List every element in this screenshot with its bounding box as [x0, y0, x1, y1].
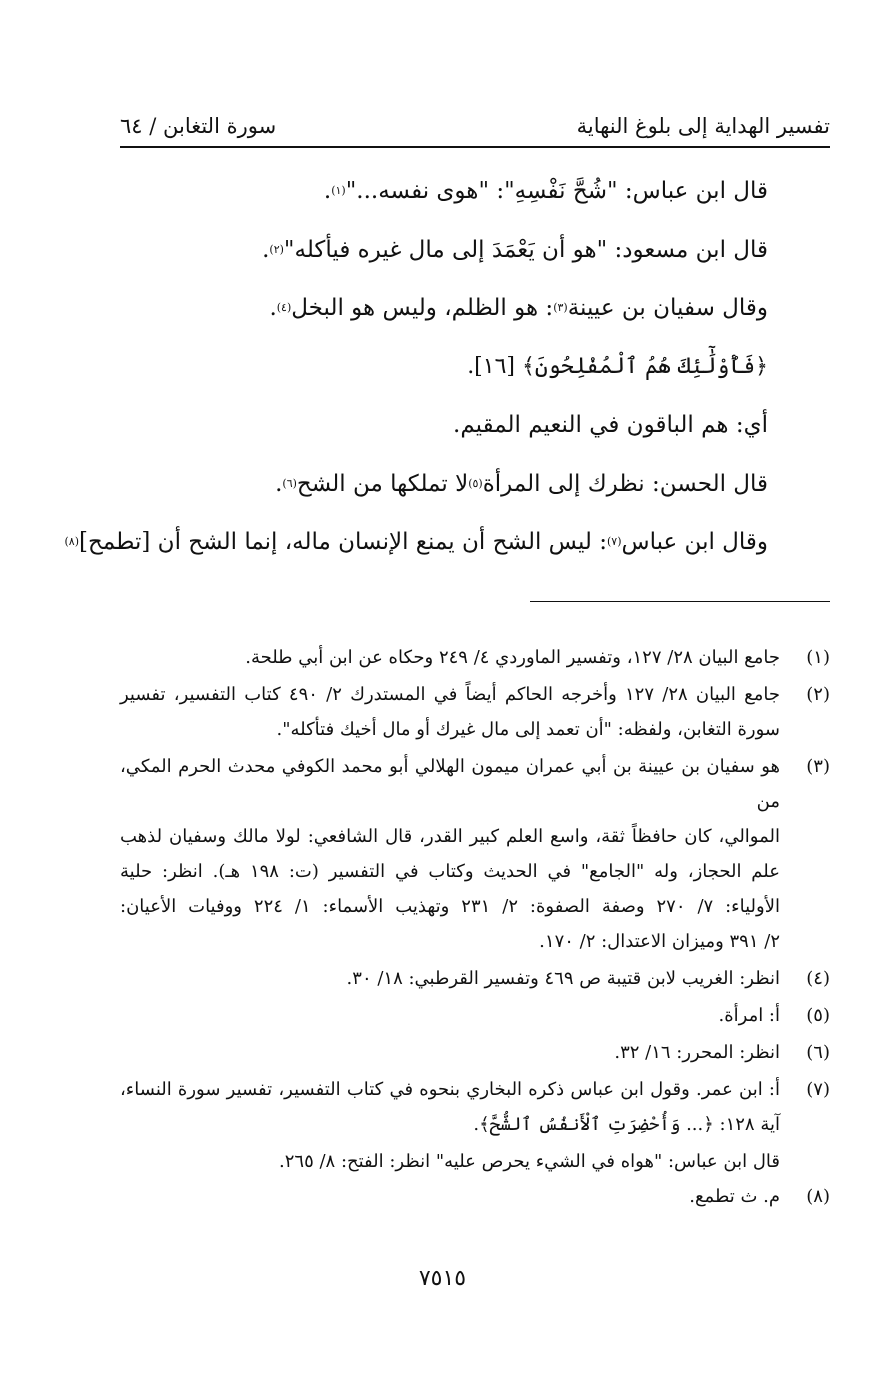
- text-line: أي: هم الباقون في النعيم المقيم.: [453, 412, 768, 439]
- footnote-text: أ: امرأة.: [718, 1005, 780, 1026]
- footnote: [120, 1179, 830, 1214]
- header-rule: [120, 146, 830, 148]
- footnote-text: م. ث تطمع.: [689, 1186, 780, 1207]
- footnote: [120, 961, 830, 996]
- text-line: قال ابن مسعود: "هو أن يَعْمَدَ إلى مال غيره فيأكله" (٢) .: [262, 236, 768, 263]
- footnote-separator: [530, 601, 830, 602]
- book-title: تفسير الهداية إلى بلوغ النهاية: [576, 114, 830, 138]
- text-line: قال ابن عباس: "شُحَّ نَفْسِهِ": "هوى نفسه..." (١) .: [323, 178, 768, 205]
- main-text: [64, 162, 830, 572]
- text-line: وقال سفيان بن عيينة (٣) : هو الظلم، وليس هو البخل (٤) .: [269, 295, 768, 322]
- footnote-number: (١): [806, 647, 830, 668]
- footnote-continuation: قال ابن عباس: "هواه في الشيء يحرص عليه" انظر: الفتح: ٨/ ٢٦٥.: [279, 1151, 780, 1172]
- footnote: [120, 998, 830, 1033]
- footnote-number: (٢): [806, 684, 830, 705]
- footnote-text: انظر: الغريب لابن قتيبة ص ٤٦٩ وتفسير القرطبي: ١٨/ ٣٠.: [346, 968, 780, 989]
- footnotes: [120, 640, 830, 1216]
- footnote-number: (٥): [806, 1005, 830, 1026]
- footnote-number: (٤): [806, 968, 830, 989]
- footnote: [120, 640, 830, 675]
- footnote-text: انظر: المحرر: ١٦/ ٣٢.: [614, 1042, 780, 1063]
- footnote-text: هو سفيان بن عيينة بن أبي عمران ميمون الهلالي أبو محمد الكوفي محدث الحرم المكي، من الموالي، كان حافظاً ثقة، واسع العلم كبير القدر، قال الشافعي: لولا مالك وسفيان لذهب علم الحجاز، وله "الجامع" في الحديث وكتاب في التفسير (ت: ١٩٨ هـ). انظر: حلية الأولياء: ٧/ ٢٧٠ وصفة الصفوة: ٢/ ٢٣١ وتهذيب الأسماء: ١/ ٢٢٤ ووفيات الأعيان: ٢/ ٣٩١ وميزان الاعتدال: ٢/ ١٧٠.: [120, 756, 781, 952]
- footnote: [120, 677, 830, 747]
- text-line: وقال ابن عباس (٧) : ليس الشح أن يمنع الإنسان ماله، إنما الشح أن [تطمح] (٨): [64, 529, 768, 556]
- quran-verse: ﴿فَأُوْلَٰٓئِكَ هُمُ ٱلْمُفْلِحُونَ﴾ [١٦].: [467, 353, 768, 379]
- footnote-number: (٣): [806, 756, 830, 777]
- footnote-number: (٧): [806, 1079, 830, 1100]
- footnote: [120, 1035, 830, 1070]
- running-header: [120, 100, 830, 140]
- footnote-text: جامع البيان ٢٨/ ١٢٧ وأخرجه الحاكم أيضاً في المستدرك ٢/ ٤٩٠ كتاب التفسير، تفسير سورة التغابن، ولفظه: "أن تعمد إلى مال غيرك أو مال أخيك فتأكله".: [120, 684, 780, 740]
- footnote: [120, 1072, 830, 1142]
- footnote-number: (٨): [806, 1186, 830, 1207]
- footnote: [120, 749, 830, 959]
- text-line: قال الحسن: نظرك إلى المرأة (٥) لا تملكها من الشح (٦) .: [275, 470, 768, 497]
- surah-label: سورة التغابن / ٦٤: [120, 114, 277, 138]
- footnote-number: (٦): [806, 1042, 830, 1063]
- page-number: ٧٥١٥: [418, 1266, 467, 1291]
- footnote-text: أ: ابن عمر. وقول ابن عباس ذكره البخاري بنحوه في كتاب التفسير، تفسير سورة النساء، آية ١٢٨: ﴿... وَأُحْضِرَتِ ٱلْأَنفُسُ ٱلشُّحَّ﴾.: [120, 1079, 780, 1135]
- footnote-text: جامع البيان ٢٨/ ١٢٧، وتفسير الماوردي ٤/ ٢٤٩ وحكاه عن ابن أبي طلحة.: [245, 647, 780, 668]
